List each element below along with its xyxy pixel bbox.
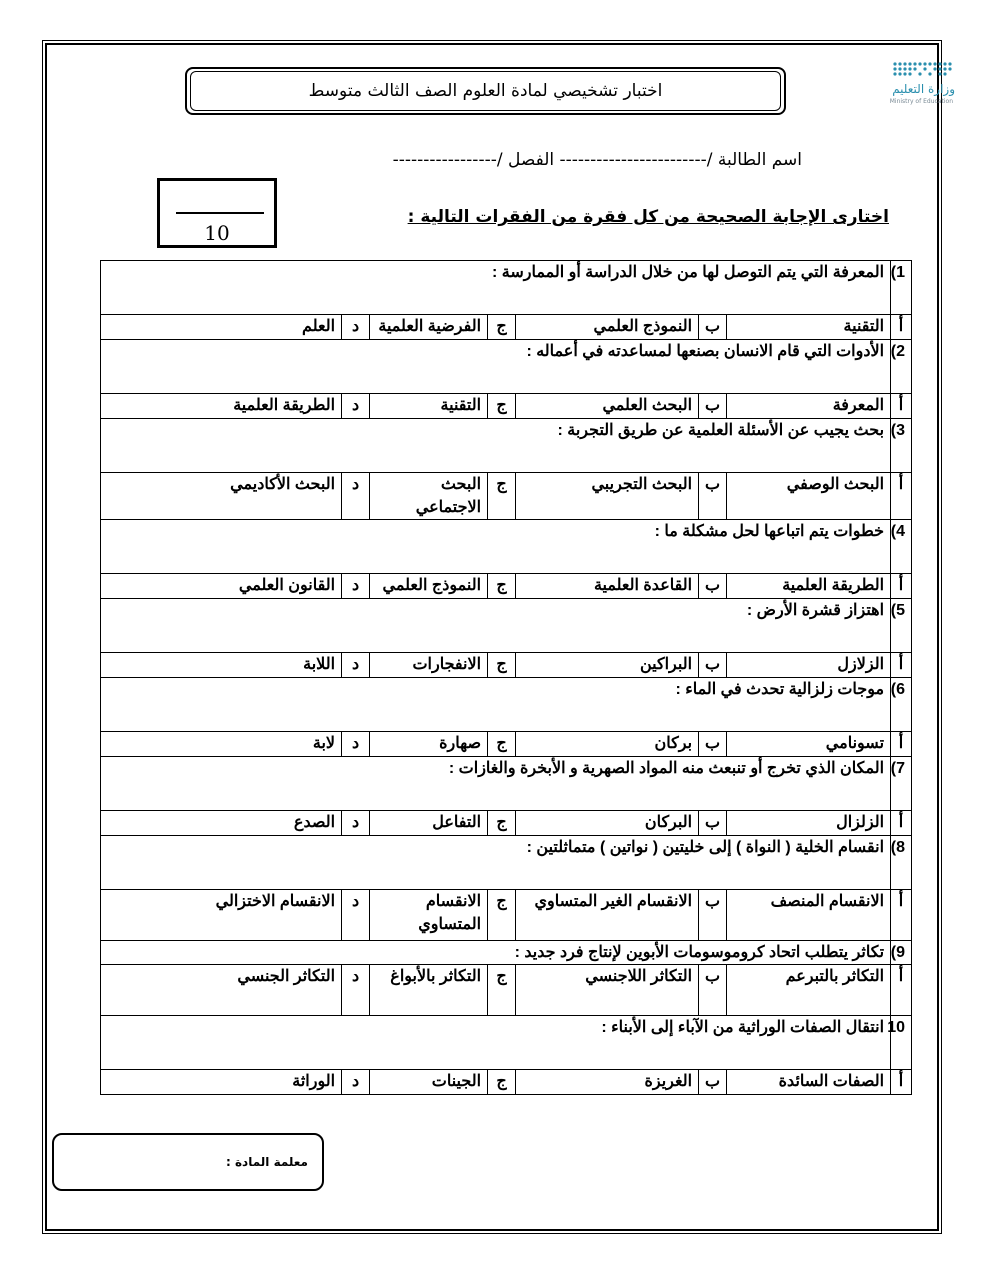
option-letter: ب — [699, 811, 727, 836]
teacher-box — [52, 1133, 324, 1191]
question-number: 3) — [891, 419, 912, 473]
option-letter: أ — [891, 574, 912, 599]
page-title: اختبار تشخيصي لمادة العلوم الصف الثالث متوسط — [190, 71, 781, 111]
option-letter: د — [342, 315, 370, 340]
answer-option[interactable]: التقنية — [370, 394, 488, 419]
question-number: 7) — [891, 757, 912, 811]
question-row — [101, 419, 912, 473]
option-letter: د — [342, 732, 370, 757]
question-text: تكاثر يتطلب اتحاد كروموسومات الأبوين لإنتاج فرد جديد : — [101, 941, 891, 965]
option-letter: أ — [891, 811, 912, 836]
question-row — [101, 1016, 912, 1070]
option-letter: د — [342, 965, 370, 1016]
options-row — [101, 653, 912, 678]
answer-option[interactable]: البحث الاجتماعي — [370, 473, 488, 520]
option-letter: ج — [488, 732, 516, 757]
answer-option[interactable]: الصفات السائدة — [727, 1070, 891, 1095]
answer-option[interactable]: التفاعل — [370, 811, 488, 836]
question-text: بحث يجيب عن الأسئلة العلمية عن طريق التجربة : — [101, 419, 891, 473]
option-letter: ج — [488, 394, 516, 419]
logo-dots-icon — [891, 60, 955, 78]
answer-option[interactable]: الطريقة العلمية — [101, 394, 342, 419]
options-row — [101, 890, 912, 941]
answer-option[interactable]: الغريزة — [516, 1070, 699, 1095]
question-text: الأدوات التي قام الانسان بصنعها لمساعدته في أعماله : — [101, 340, 891, 394]
teacher-label: معلمة المادة : — [226, 1155, 308, 1169]
option-letter: ب — [699, 732, 727, 757]
options-row — [101, 732, 912, 757]
options-row — [101, 1070, 912, 1095]
answer-option[interactable]: البحث الوصفي — [727, 473, 891, 520]
answer-option[interactable]: لابة — [101, 732, 342, 757]
question-text: اهتزاز قشرة الأرض : — [101, 599, 891, 653]
answer-option[interactable]: صهارة — [370, 732, 488, 757]
option-letter: ب — [699, 394, 727, 419]
option-letter: ب — [699, 653, 727, 678]
logo-english-text: Ministry of Education — [889, 98, 953, 105]
answer-option[interactable]: الجينات — [370, 1070, 488, 1095]
question-text: خطوات يتم اتباعها لحل مشكلة ما : — [101, 520, 891, 574]
grade-box — [157, 178, 277, 248]
answer-option[interactable]: النموذج العلمي — [370, 574, 488, 599]
answer-option[interactable]: اللابة — [101, 653, 342, 678]
answer-option[interactable]: التقنية — [727, 315, 891, 340]
answer-option[interactable]: تسونامي — [727, 732, 891, 757]
student-name-class-line: اسم الطالبة /------------------------ الفصل /----------------- — [392, 150, 802, 170]
question-text: انقسام الخلية ( النواة ) إلى خليتين ( نواتين ) متماثلتين : — [101, 836, 891, 890]
answer-option[interactable]: الفرضية العلمية — [370, 315, 488, 340]
grade-total: 10 — [204, 221, 230, 245]
question-row — [101, 757, 912, 811]
question-text: المعرفة التي يتم التوصل لها من خلال الدراسة أو الممارسة : — [101, 261, 891, 315]
grade-fraction-bar — [176, 212, 264, 214]
question-number: 4) — [891, 520, 912, 574]
answer-option[interactable]: البركان — [516, 811, 699, 836]
option-letter: ج — [488, 890, 516, 941]
option-letter: أ — [891, 732, 912, 757]
option-letter: ج — [488, 315, 516, 340]
question-row — [101, 599, 912, 653]
answer-option[interactable]: الانقسام المنصف — [727, 890, 891, 941]
options-row — [101, 574, 912, 599]
answer-option[interactable]: الانقسام الغير المتساوي — [516, 890, 699, 941]
answer-option[interactable]: النموذج العلمي — [516, 315, 699, 340]
options-row — [101, 315, 912, 340]
options-row — [101, 811, 912, 836]
answer-option[interactable]: الزلازل — [727, 653, 891, 678]
question-row — [101, 261, 912, 315]
question-number: 9) — [891, 941, 912, 965]
option-letter: د — [342, 574, 370, 599]
answer-option[interactable]: العلم — [101, 315, 342, 340]
answer-option[interactable]: الطريقة العلمية — [727, 574, 891, 599]
answer-option[interactable]: الزلزال — [727, 811, 891, 836]
option-letter: د — [342, 394, 370, 419]
option-letter: ب — [699, 574, 727, 599]
option-letter: د — [342, 653, 370, 678]
question-text: المكان الذي تخرج أو تنبعث منه المواد الصهرية و الأبخرة والغازات : — [101, 757, 891, 811]
answer-option[interactable]: التكاثر بالتبرعم — [727, 965, 891, 1016]
question-row — [101, 678, 912, 732]
question-row — [101, 340, 912, 394]
option-letter: أ — [891, 965, 912, 1016]
answer-option[interactable]: بركان — [516, 732, 699, 757]
answer-option[interactable]: التكاثر اللاجنسي — [516, 965, 699, 1016]
logo-arabic-text: وزارة التعليم — [892, 82, 955, 96]
option-letter: أ — [891, 473, 912, 520]
question-number: 6) — [891, 678, 912, 732]
option-letter: ب — [699, 315, 727, 340]
question-number: 2) — [891, 340, 912, 394]
option-letter: أ — [891, 890, 912, 941]
options-row — [101, 965, 912, 1016]
answer-option[interactable]: البحث التجريبي — [516, 473, 699, 520]
answer-option[interactable]: التكاثر الجنسي — [101, 965, 342, 1016]
question-row — [101, 520, 912, 574]
option-letter: ج — [488, 653, 516, 678]
answer-option[interactable]: البحث العلمي — [516, 394, 699, 419]
answer-option[interactable]: القاعدة العلمية — [516, 574, 699, 599]
answer-option[interactable]: القانون العلمي — [101, 574, 342, 599]
question-number: 8) — [891, 836, 912, 890]
instructions: اختارى الإجابة الصحيحة من كل فقرة من الفقرات التالية : — [407, 207, 889, 227]
option-letter: ب — [699, 965, 727, 1016]
ministry-logo — [855, 58, 955, 108]
answer-option[interactable]: الوراثة — [101, 1070, 342, 1095]
question-number: 10 — [891, 1016, 912, 1070]
answer-option[interactable]: البحث الأكاديمي — [101, 473, 342, 520]
answer-option[interactable]: التكاثر بالأبواغ — [370, 965, 488, 1016]
question-text: موجات زلزالية تحدث في الماء : — [101, 678, 891, 732]
option-letter: ب — [699, 1070, 727, 1095]
option-letter: د — [342, 473, 370, 520]
option-letter: ب — [699, 890, 727, 941]
question-number: 5) — [891, 599, 912, 653]
question-row — [101, 941, 912, 965]
question-row — [101, 836, 912, 890]
answer-option[interactable]: البراكين — [516, 653, 699, 678]
answer-option[interactable]: الصدع — [101, 811, 342, 836]
option-letter: ج — [488, 473, 516, 520]
option-letter: أ — [891, 653, 912, 678]
option-letter: ج — [488, 965, 516, 1016]
option-letter: د — [342, 811, 370, 836]
answer-option[interactable]: الانقسام المتساوي — [370, 890, 488, 941]
option-letter: ج — [488, 811, 516, 836]
option-letter: ج — [488, 1070, 516, 1095]
option-letter: أ — [891, 315, 912, 340]
question-number: 1) — [891, 261, 912, 315]
option-letter: أ — [891, 1070, 912, 1095]
option-letter: أ — [891, 394, 912, 419]
questions-table — [100, 260, 912, 1095]
options-row — [101, 473, 912, 520]
answer-option[interactable]: الانفجارات — [370, 653, 488, 678]
option-letter: ب — [699, 473, 727, 520]
answer-option[interactable]: الانقسام الاختزالي — [101, 890, 342, 941]
option-letter: د — [342, 1070, 370, 1095]
option-letter: ج — [488, 574, 516, 599]
option-letter: د — [342, 890, 370, 941]
answer-option[interactable]: المعرفة — [727, 394, 891, 419]
question-text: انتقال الصفات الوراثية من الآباء إلى الأبناء : — [101, 1016, 891, 1070]
options-row — [101, 394, 912, 419]
